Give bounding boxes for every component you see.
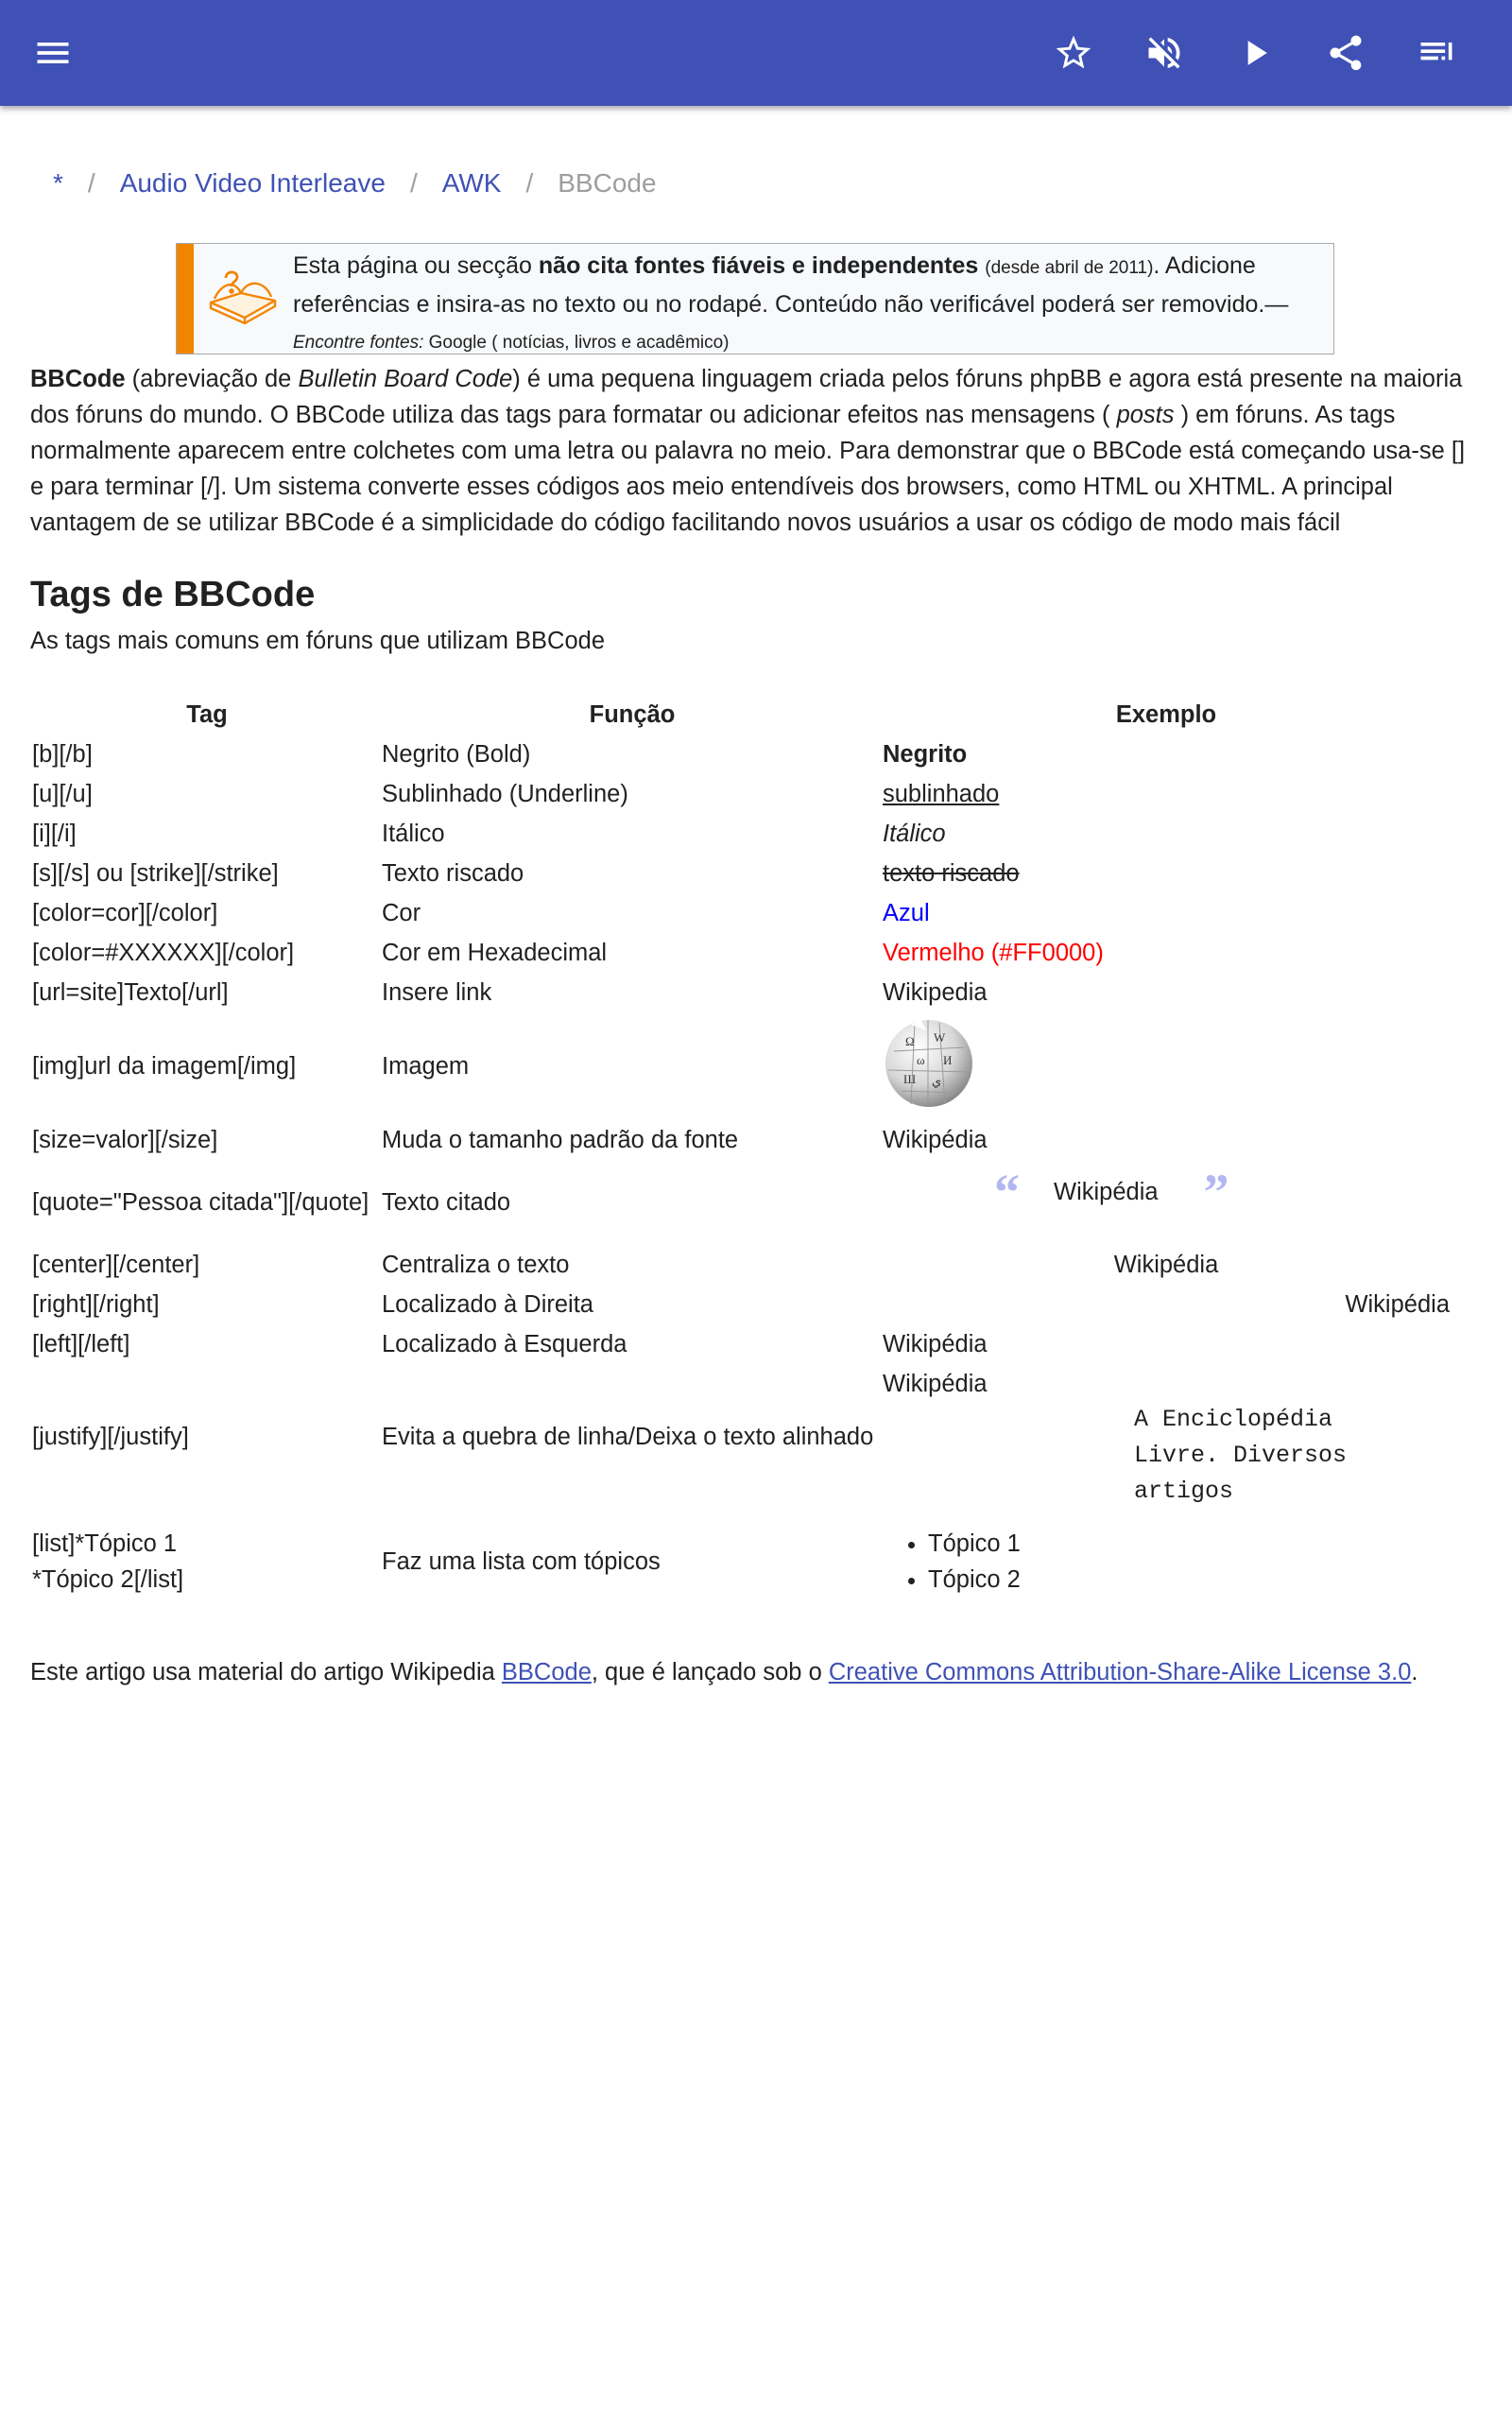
row-function: Faz uma lista com tópicos	[382, 1547, 661, 1575]
notice-text-post: . Adicione referências e insira-as no texto ou no rodapé. Conteúdo não verificável poderá ser removido.—	[293, 252, 1289, 318]
close-quote-icon: ”	[1203, 1164, 1229, 1220]
svg-text:И: И	[943, 1052, 953, 1067]
bbcode-article-link[interactable]: BBCode	[501, 1659, 592, 1685]
row-function: Cor	[382, 899, 421, 926]
menu-icon[interactable]	[25, 25, 81, 81]
attribution-mid: , que é lançado sob o	[591, 1659, 829, 1685]
row-tag: [left][/left]	[32, 1330, 130, 1357]
row-function: Texto riscado	[382, 859, 524, 887]
open-quote-icon: “	[994, 1164, 1020, 1220]
breadcrumb-separator: /	[409, 168, 418, 198]
table-row	[32, 735, 1450, 774]
example-list	[883, 1526, 1450, 1598]
breadcrumb-item-avi[interactable]: Audio Video Interleave	[119, 168, 386, 198]
table-row	[32, 854, 1450, 893]
table-row	[32, 1285, 1450, 1324]
row-example	[883, 1510, 1450, 1614]
row-function: Imagem	[382, 1052, 470, 1080]
row-example	[883, 735, 1450, 774]
row-tag: [s][/s] ou [strike][/strike]	[32, 859, 279, 887]
row-example	[883, 973, 1450, 1012]
row-tag-line: [list]*Tópico 1	[32, 1530, 178, 1557]
table-row	[32, 1245, 1450, 1285]
attribution-post: .	[1411, 1659, 1418, 1685]
header-tag: Tag	[186, 700, 228, 728]
example-quote	[994, 1164, 1450, 1220]
table-row	[32, 1324, 1450, 1364]
row-tag: [center][/center]	[32, 1251, 200, 1278]
svg-text:Ω: Ω	[905, 1033, 915, 1048]
row-function: Cor em Hexadecimal	[382, 939, 608, 966]
row-tag: [size=valor][/size]	[32, 1126, 218, 1153]
example-italic: Itálico	[883, 820, 946, 847]
notice-text-bold: não cita fontes fiáveis e independentes	[538, 252, 979, 279]
row-example	[883, 893, 1450, 933]
table-row	[32, 893, 1450, 933]
table-row	[32, 1120, 1450, 1160]
row-function: Localizado à Esquerda	[382, 1330, 627, 1357]
row-tag: [img]url da imagem[/img]	[32, 1052, 297, 1080]
intro-text-1: (abreviação de	[125, 366, 299, 392]
row-example	[883, 774, 1450, 814]
play-icon[interactable]	[1227, 25, 1283, 81]
svg-text:ω: ω	[917, 1052, 925, 1067]
row-function: Sublinhado (Underline)	[382, 780, 628, 807]
attribution-pre: Este artigo usa material do artigo Wikipedia	[30, 1659, 502, 1685]
star-icon[interactable]	[1045, 25, 1102, 81]
find-sources-links[interactable]: Google ( notícias, livros e acadêmico)	[423, 333, 730, 353]
row-tag: [b][/b]	[32, 740, 93, 768]
table-row	[32, 1510, 1450, 1614]
list-item: • Tópico 1	[928, 1526, 1450, 1562]
intro-term-full: Bulletin Board Code	[298, 366, 513, 392]
license-link[interactable]: Creative Commons Attribution-Share-Alike License 3.0	[828, 1659, 1412, 1685]
row-tag: [quote="Pessoa citada"][/quote]	[32, 1188, 369, 1216]
row-function: Localizado à Direita	[382, 1290, 593, 1318]
section-title: Tags de BBCode	[30, 575, 316, 614]
notice-text-pre: Esta página ou secção	[293, 252, 539, 279]
wikipedia-globe-logo	[883, 1017, 975, 1110]
row-tag-line: *Tópico 2[/list]	[32, 1566, 184, 1593]
row-function: Itálico	[382, 820, 445, 847]
intro-posts: posts	[1116, 402, 1175, 428]
example-quote-text: Wikipédia	[1054, 1178, 1159, 1205]
intro-text-3: ) em fóruns. As tags normalmente aparecem entre colchetes com uma letra ou palavra no meio. Para demonstrar que o BBCode está começando usa-se [] e para terminar [/]. Um sistema converte esses códigos aos meio entendíveis dos browsers, como HTML ou XHTML. A principal vantagem de se utilizar BBCode é a simplicidade do código facilitando novos usuários a usar os código de modo mais fácil	[30, 402, 1466, 536]
table-row	[32, 973, 1450, 1012]
playlist-icon[interactable]	[1408, 25, 1465, 81]
example-justify-title: Wikipédia	[883, 1371, 988, 1397]
book-question-icon	[207, 265, 279, 327]
row-tag: [u][/u]	[32, 780, 93, 807]
volume-off-icon[interactable]	[1136, 25, 1193, 81]
row-function: Evita a quebra de linha/Deixa o texto alinhado	[382, 1423, 874, 1450]
intro-paragraph	[30, 361, 1482, 541]
breadcrumb-root[interactable]: *	[53, 168, 63, 198]
row-function: Texto citado	[382, 1188, 511, 1216]
row-function: Negrito (Bold)	[382, 740, 531, 768]
breadcrumb	[53, 168, 657, 199]
notice-text	[293, 248, 1323, 361]
header-function: Função	[589, 700, 676, 728]
row-tag: [justify][/justify]	[32, 1423, 189, 1450]
svg-text:Ш: Ш	[903, 1071, 917, 1086]
header-example: Exemplo	[1115, 700, 1217, 728]
table-row	[32, 774, 1450, 814]
table-row	[32, 814, 1450, 854]
share-icon[interactable]	[1317, 25, 1374, 81]
row-example	[883, 1012, 1450, 1120]
attribution	[30, 1659, 1418, 1686]
breadcrumb-separator: /	[525, 168, 534, 198]
row-example	[883, 854, 1450, 893]
row-tag: [url=site]Texto[/url]	[32, 978, 229, 1006]
breadcrumb-item-awk[interactable]: AWK	[441, 168, 502, 198]
row-tag: [color=#XXXXXX][/color]	[32, 939, 295, 966]
breadcrumb-current: BBCode	[558, 168, 657, 198]
row-example: Wikipédia	[1113, 1251, 1219, 1278]
row-function: Muda o tamanho padrão da fonte	[382, 1126, 739, 1153]
row-tag: [right][/right]	[32, 1290, 160, 1318]
row-tag: [color=cor][/color]	[32, 899, 218, 926]
row-function: Insere link	[382, 978, 492, 1006]
row-example	[883, 1160, 1450, 1245]
notice-date: (desde abril de 2011)	[985, 258, 1154, 278]
row-tag: [i][/i]	[32, 820, 77, 847]
intro-term: BBCode	[30, 366, 126, 392]
section-description: As tags mais comuns em fóruns que utilizam BBCode	[30, 628, 606, 654]
find-sources-label: Encontre fontes:	[293, 333, 424, 353]
row-example	[883, 814, 1450, 854]
example-underline: sublinhado	[883, 780, 1000, 807]
svg-text:ي: ي	[932, 1073, 942, 1088]
row-example: Wikipédia	[883, 1126, 988, 1153]
example-red: Vermelho (#FF0000)	[883, 939, 1104, 966]
example-blue: Azul	[883, 899, 930, 926]
table-row	[32, 933, 1450, 973]
unsourced-notice	[176, 243, 1334, 354]
table-row	[32, 1012, 1450, 1120]
example-strike: texto riscado	[883, 859, 1020, 887]
row-example: Wikipédia	[883, 1330, 988, 1357]
example-bold: Negrito	[883, 740, 968, 768]
table-row	[32, 1364, 1450, 1510]
notice-bar	[177, 244, 194, 354]
example-justify-mono: A Enciclopédia Livre. Diversos artigos	[1134, 1406, 1348, 1505]
row-example: Wikipédia	[1345, 1290, 1450, 1318]
row-example	[883, 1364, 1450, 1510]
svg-text:W: W	[934, 1029, 946, 1045]
row-example	[883, 933, 1450, 973]
bbcode-tags-table	[32, 695, 1450, 1614]
row-function: Centraliza o texto	[382, 1251, 570, 1278]
intro-text-2: ) é uma pequena linguagem criada pelos fóruns phpBB e agora está presente na maioria dos fóruns do mundo. O BBCode utiliza das tags para formatar ou adicionar efeitos nas mensagens (	[30, 366, 1463, 428]
table-row	[32, 1160, 1450, 1245]
list-item: • Tópico 2	[928, 1562, 1450, 1598]
table-header-row	[32, 695, 1450, 735]
breadcrumb-separator: /	[87, 168, 95, 198]
example-link[interactable]: Wikipedia	[883, 978, 988, 1006]
app-bar	[0, 0, 1512, 106]
row-tag	[32, 1510, 382, 1614]
